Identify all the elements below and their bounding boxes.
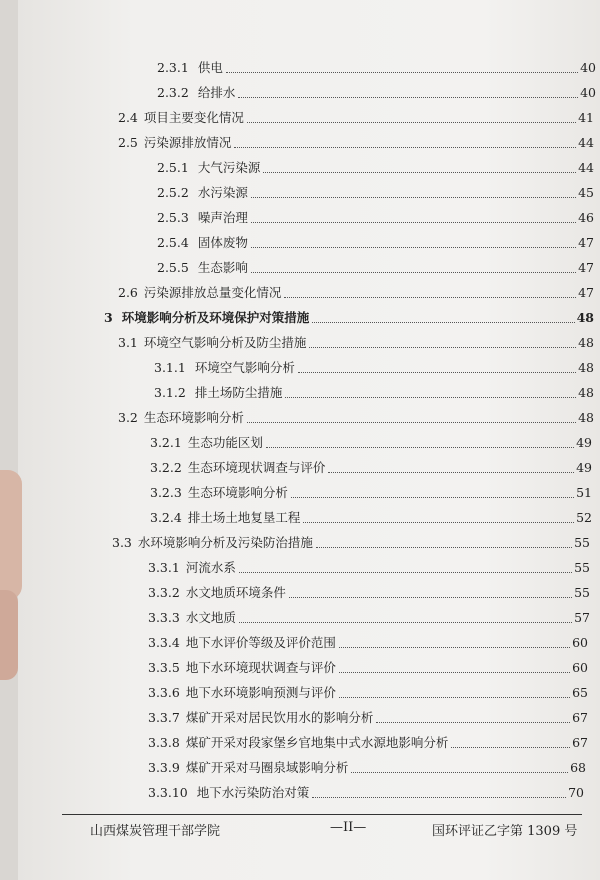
toc-section-number: 2.3.2 [157,85,189,100]
toc-dot-leader [289,596,572,598]
toc-section-title: 污染源排放情况 [143,135,232,150]
toc-dot-leader [339,671,570,673]
toc-dot-leader [234,146,576,148]
toc-entry [148,633,588,653]
toc-dot-leader [226,71,578,73]
toc-page-number: 67 [572,710,588,725]
toc-entry [148,583,590,603]
toc-dot-leader [239,571,572,573]
toc-dot-leader [451,746,570,748]
toc-page-number: 51 [576,485,592,500]
toc-dot-leader [376,721,570,723]
toc-page-number: 55 [574,560,590,575]
toc-dot-leader [238,96,578,98]
toc-dot-leader [309,346,576,348]
toc-entry [157,208,594,228]
toc-dot-leader [316,546,572,548]
toc-section-title: 环境空气影响分析及防尘措施 [143,335,307,350]
toc-section-title: 噪声治理 [197,210,248,225]
toc-dot-leader [251,221,576,223]
toc-page-number: 49 [576,460,592,475]
toc-entry [148,708,588,728]
toc-section-number: 3.3 [112,535,132,550]
toc-page-number: 65 [572,685,588,700]
toc-page-number: 52 [576,510,592,525]
toc-page-number: 48 [578,335,594,350]
toc-entry [154,383,594,403]
toc-section-number: 3.2.1 [150,435,182,450]
toc-entry [157,258,594,278]
toc-page-number: 60 [572,635,588,650]
toc-section-title: 供电 [197,60,223,75]
toc-dot-leader [247,121,576,123]
toc-entry [112,533,590,553]
toc-page-number: 40 [580,60,596,75]
toc-section-number: 2.5 [118,135,138,150]
toc-section-title: 环境空气影响分析 [194,360,295,375]
toc-section-number: 3.3.1 [148,560,180,575]
toc-page-number: 67 [572,735,588,750]
toc-dot-leader [303,521,574,523]
toc-section-number: 3.2.4 [150,510,182,525]
toc-dot-leader [291,496,574,498]
toc-section-number: 3.1.1 [154,360,186,375]
toc-page-number: 41 [578,110,594,125]
toc-section-number: 2.4 [118,110,138,125]
toc-section-title: 水污染源 [197,185,248,200]
toc-section-number: 3.3.4 [148,635,180,650]
toc-page-number: 40 [580,85,596,100]
toc-entry [104,308,594,328]
toc-page-number: 48 [576,310,594,325]
toc-section-number: 3.3.6 [148,685,180,700]
toc-page-number: 45 [578,185,594,200]
toc-dot-leader [285,396,576,398]
toc-page-number: 68 [570,760,586,775]
toc-section-title: 项目主要变化情况 [143,110,244,125]
toc-section-title: 煤矿开采对马圈泉域影响分析 [185,760,349,775]
toc-page-number: 48 [578,385,594,400]
toc-section-title: 河流水系 [185,560,236,575]
toc-section-number: 3.3.3 [148,610,180,625]
toc-page-number: 44 [578,135,594,150]
toc-entry [157,158,594,178]
toc-entry [118,283,594,303]
toc-dot-leader [284,296,576,298]
toc-section-number: 3.2.2 [150,460,182,475]
toc-dot-leader [251,246,576,248]
toc-section-number: 3.3.9 [148,760,180,775]
toc-entry [157,183,594,203]
toc-page-number: 44 [578,160,594,175]
toc-section-number: 3.3.10 [148,785,188,800]
toc-entry [118,408,594,428]
toc-section-number: 2.5.3 [157,210,189,225]
toc-section-title: 固体废物 [197,235,248,250]
toc-section-title: 排土场土地复垦工程 [187,510,301,525]
toc-section-title: 煤矿开采对段家堡乡官地集中式水源地影响分析 [185,735,449,750]
toc-section-number: 2.6 [118,285,138,300]
toc-section-title: 大气污染源 [197,160,261,175]
toc-section-title: 给排水 [197,85,236,100]
toc-entry [148,658,588,678]
toc-entry [154,358,594,378]
toc-entry [148,608,590,628]
toc-dot-leader [266,446,574,448]
toc-page-number: 70 [568,785,584,800]
toc-section-title: 生态环境影响分析 [187,485,288,500]
toc-section-number: 3.3.7 [148,710,180,725]
toc-section-number: 3.2 [118,410,138,425]
toc-section-title: 地下水环境现状调查与评价 [185,660,336,675]
toc-dot-leader [312,321,574,323]
toc-entry [150,458,592,478]
toc-section-title: 地下水环境影响预测与评价 [185,685,336,700]
toc-page-number: 47 [578,235,594,250]
finger-edge-lower [0,590,18,680]
toc-entry [157,58,596,78]
toc-section-number: 3 [104,310,113,325]
toc-entry [118,333,594,353]
footer-institution: 山西煤炭管理干部学院 [90,824,221,839]
finger-edge [0,470,22,600]
toc-section-title: 水文地质环境条件 [185,585,286,600]
toc-dot-leader [251,271,576,273]
toc-section-title: 排土场防尘措施 [194,385,283,400]
toc-entry [118,108,594,128]
toc-section-title: 污染源排放总量变化情况 [143,285,282,300]
footer-certificate: 国环评证乙字第 1309 号 [432,824,578,839]
toc-dot-leader [251,196,576,198]
toc-page-number: 48 [578,410,594,425]
toc-entry [148,758,586,778]
toc-entry [148,783,584,803]
toc-section-number: 2.5.2 [157,185,189,200]
toc-section-number: 2.5.5 [157,260,189,275]
footer-page-number: —II— [330,820,367,835]
toc-entry [150,508,592,528]
toc-page-number: 60 [572,660,588,675]
toc-entry [118,133,594,153]
toc-dot-leader [247,421,576,423]
toc-section-title: 生态环境影响分析 [143,410,244,425]
toc-entry [150,483,592,503]
toc-page-number: 48 [578,360,594,375]
toc-section-title: 地下水污染防治对策 [196,785,310,800]
toc-section-number: 3.3.2 [148,585,180,600]
toc-dot-leader [298,371,576,373]
toc-entry [148,683,588,703]
toc-section-number: 2.5.1 [157,160,189,175]
toc-page-number: 55 [574,535,590,550]
toc-section-number: 3.1 [118,335,138,350]
toc-dot-leader [312,796,566,798]
toc-page-number: 47 [578,285,594,300]
toc-dot-leader [351,771,568,773]
toc-section-number: 3.1.2 [154,385,186,400]
toc-section-title: 生态功能区划 [187,435,263,450]
toc-section-title: 水文地质 [185,610,236,625]
toc-page-number: 46 [578,210,594,225]
toc-page-number: 57 [574,610,590,625]
toc-entry [148,558,590,578]
toc-section-title: 地下水评价等级及评价范围 [185,635,336,650]
toc-page-number: 49 [576,435,592,450]
toc-section-number: 3.3.5 [148,660,180,675]
footer-divider [62,814,582,815]
toc-dot-leader [328,471,574,473]
toc-section-title: 环境影响分析及环境保护对策措施 [121,310,310,325]
toc-section-title: 生态环境现状调查与评价 [187,460,326,475]
toc-section-number: 2.5.4 [157,235,189,250]
toc-page-number: 47 [578,260,594,275]
toc-entry [157,233,594,253]
toc-dot-leader [339,696,570,698]
toc-page-number: 55 [574,585,590,600]
toc-entry [148,733,588,753]
toc-dot-leader [239,621,572,623]
toc-section-title: 水环境影响分析及污染防治措施 [137,535,313,550]
toc-entry [150,433,592,453]
toc-dot-leader [263,171,576,173]
toc-section-title: 生态影响 [197,260,248,275]
toc-section-number: 2.3.1 [157,60,189,75]
toc-section-title: 煤矿开采对居民饮用水的影响分析 [185,710,374,725]
toc-section-number: 3.2.3 [150,485,182,500]
toc-entry [157,83,596,103]
toc-section-number: 3.3.8 [148,735,180,750]
toc-dot-leader [339,646,570,648]
